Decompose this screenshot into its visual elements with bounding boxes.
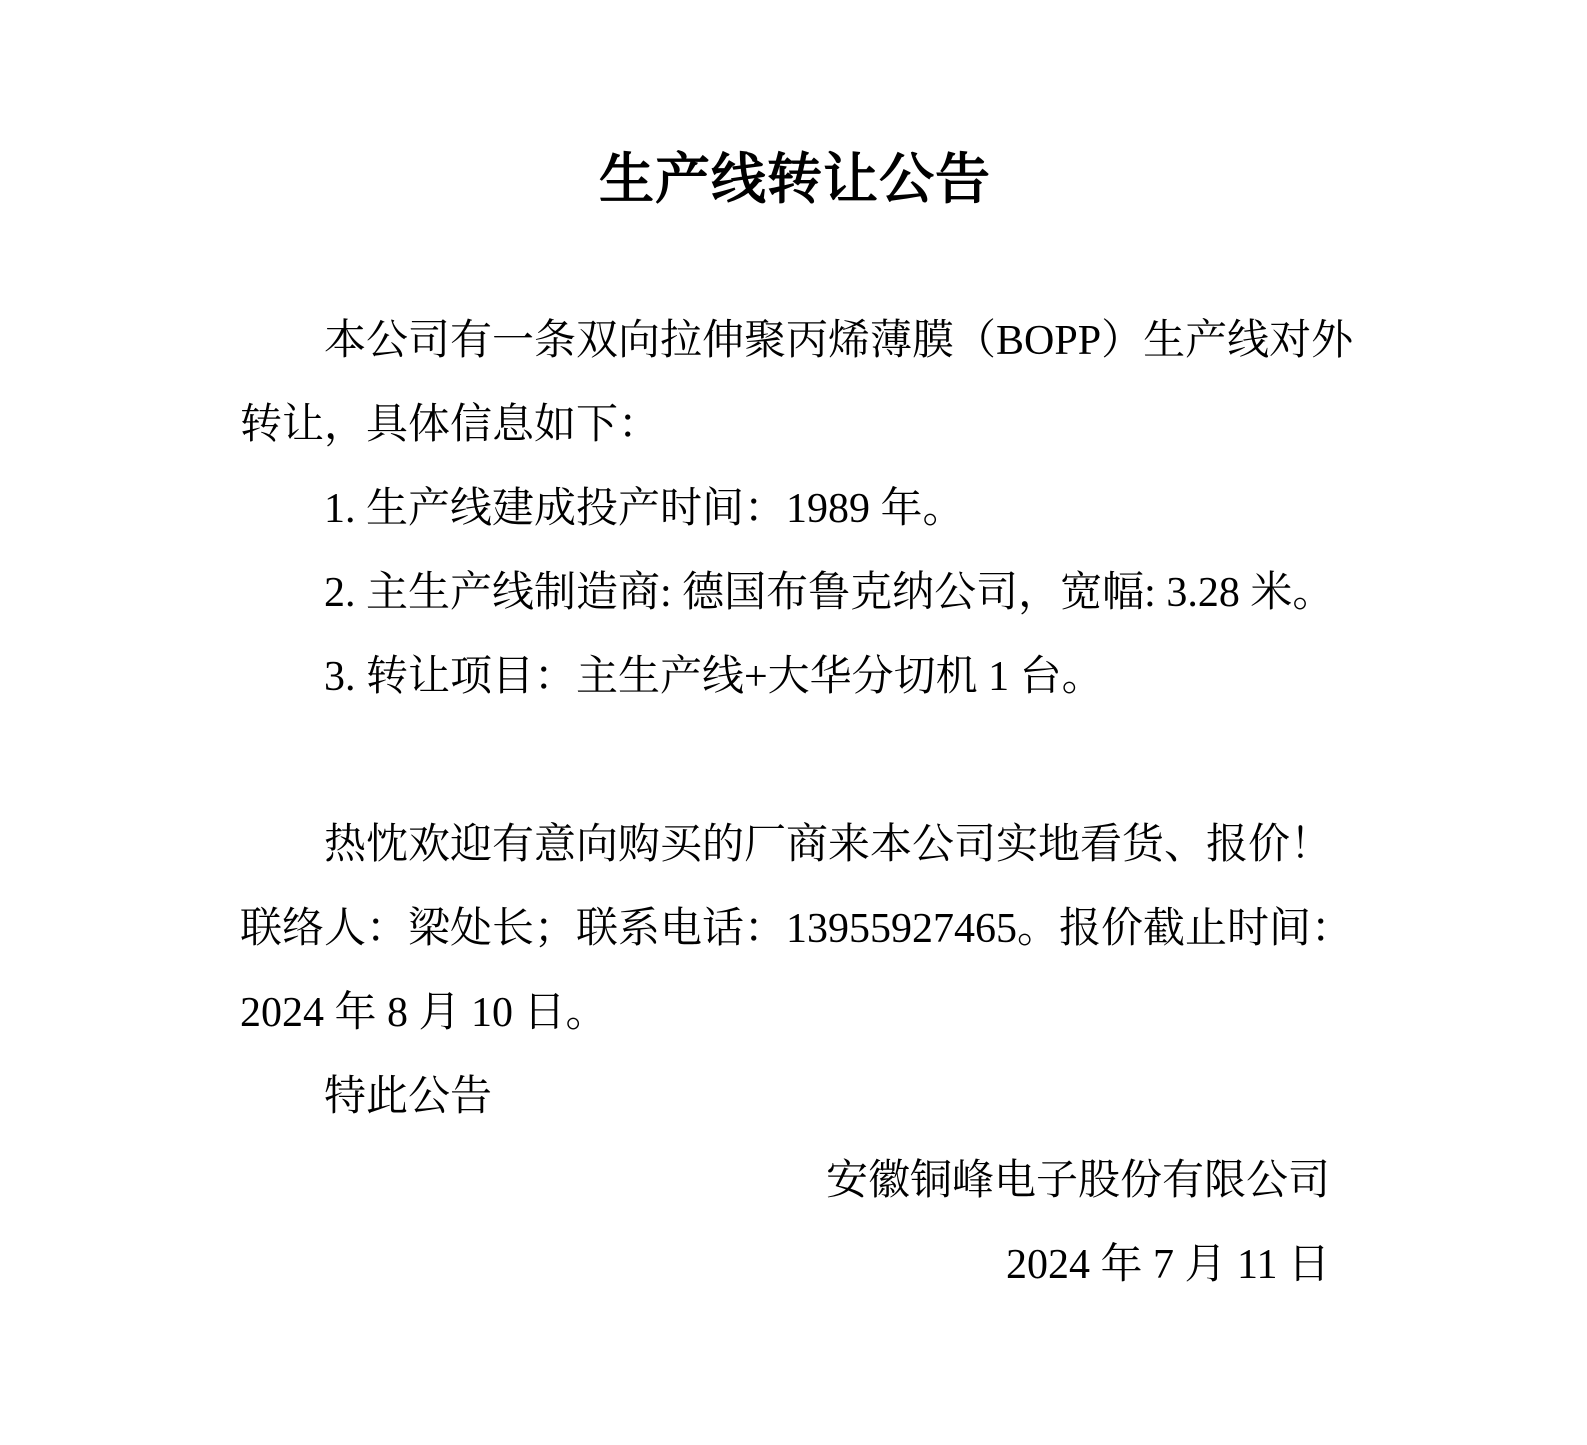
list-item-2: 2. 主生产线制造商: 德国布鲁克纳公司，宽幅: 3.28 米。 — [324, 570, 1335, 616]
signature-company: 安徽铜峰电子股份有限公司 — [825, 1158, 1330, 1204]
invitation-line-1: 热忱欢迎有意向购买的厂商来本公司实地看货、报价！ — [324, 822, 1333, 868]
list-item-1: 1. 生产线建成投产时间：1989 年。 — [324, 486, 965, 532]
intro-line-1: 本公司有一条双向拉伸聚丙烯薄膜（BOPP）生产线对外 — [324, 318, 1354, 364]
intro-line-2: 转让，具体信息如下： — [240, 402, 661, 448]
paragraph-spacer — [240, 719, 1350, 803]
invitation-line-2: 联络人：梁处长；联系电话：13955927465。报价截止时间： — [240, 906, 1354, 952]
list-item-3: 3. 转让项目：主生产线+大华分切机 1 台。 — [324, 654, 1104, 700]
signature-date: 2024 年 7 月 11 日 — [1006, 1242, 1330, 1288]
invitation-line-3: 2024 年 8 月 10 日。 — [240, 990, 608, 1036]
page-title: 生产线转让公告 — [598, 148, 991, 210]
closing-statement: 特此公告 — [324, 1074, 493, 1120]
